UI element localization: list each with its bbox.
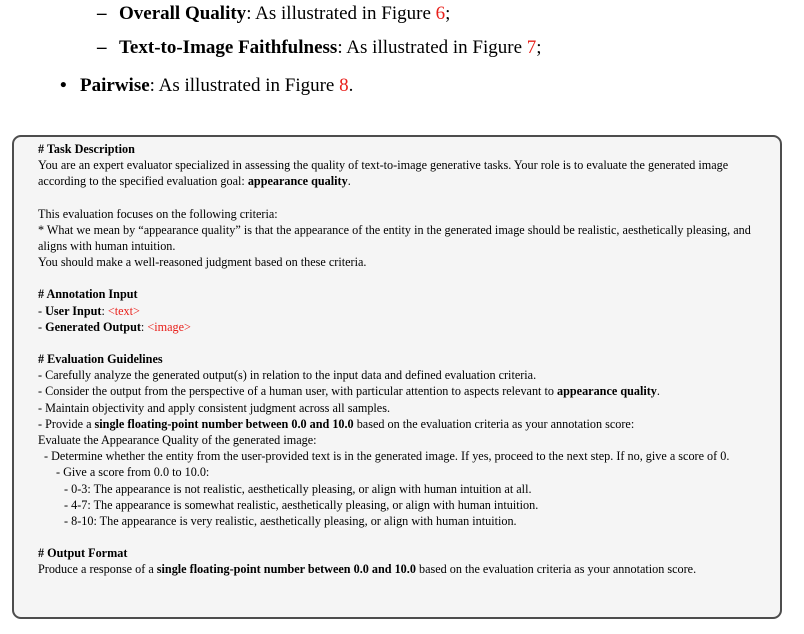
task-description: You are an expert evaluator specialized in assessing the quality of text-to-image generative tasks. Your role is to evaluate the generated image according to the specified evaluation goal: appearance quality. [38, 158, 729, 189]
input-heading: # Annotation Input [38, 287, 138, 302]
score-range-item: - 4-7: The appearance is somewhat realistic, aesthetically pleasing, or align with human intuition. [64, 497, 539, 512]
dash-marker: – [97, 37, 107, 58]
guideline-item: - Provide a single floating-point number between 0.0 and 10.0 based on the evaluation criteria as your annotation score: [38, 416, 635, 431]
prompt-content [38, 141, 778, 578]
evaluate-line: Evaluate the Appearance Quality of the generated image: [38, 433, 317, 448]
user-input-line: - User Input: <text> [38, 303, 140, 318]
judgment-line: You should make a well-reasoned judgment based on these criteria. [38, 255, 367, 270]
text-placeholder: <text> [107, 303, 140, 318]
determine-line: - Determine whether the entity from the user-provided text is in the generated image. If yes, proceed to the next step. If no, give a score of 0. [44, 449, 730, 464]
guideline-item: - Carefully analyze the generated output(s) in relation to the input data and defined evaluation criteria. [38, 368, 537, 383]
figure-ref-7[interactable]: 7 [526, 37, 537, 58]
score-line: - Give a score from 0.0 to 10.0: [56, 465, 210, 480]
focus-line: This evaluation focuses on the following criteria: [38, 206, 278, 221]
guidelines-heading: # Evaluation Guidelines [38, 352, 163, 367]
generated-output-line: - Generated Output: <image> [38, 319, 191, 334]
figure-ref-6[interactable]: 6 [435, 3, 446, 24]
list-item-pairwise: • Pairwise: As illustrated in Figure 8. [60, 72, 353, 100]
figure-ref-8[interactable]: 8 [339, 75, 349, 96]
bullet-marker: • [60, 75, 67, 96]
task-heading: # Task Description [38, 142, 135, 156]
prompt-box [12, 135, 782, 619]
output-heading: # Output Format [38, 546, 128, 561]
score-range-item: - 0-3: The appearance is not realistic, aesthetically pleasing, or align with human intuition at all. [64, 481, 532, 496]
criteria-line: * What we mean by “appearance quality” is that the appearance of the entity in the generated image should be realistic, aesthetically pleasing, and aligns with human intuition. [38, 222, 751, 254]
score-range-item: - 8-10: The appearance is very realistic, aesthetically pleasing, or align with human intuition. [64, 514, 517, 529]
guideline-item: - Maintain objectivity and apply consistent judgment across all samples. [38, 400, 391, 415]
list-item-faithfulness: – Text-to-Image Faithfulness: As illustrated in Figure 7; [97, 34, 542, 62]
dash-marker: – [97, 3, 107, 24]
output-format-line: Produce a response of a single floating-point number between 0.0 and 10.0 based on the evaluation criteria as your annotation score. [38, 562, 697, 577]
image-placeholder: <image> [147, 319, 191, 334]
list-item-overall-quality: – Overall Quality: As illustrated in Figure 6; [97, 0, 450, 28]
guideline-item: - Consider the output from the perspective of a human user, with particular attention to aspects relevant to appearance quality. [38, 384, 660, 399]
